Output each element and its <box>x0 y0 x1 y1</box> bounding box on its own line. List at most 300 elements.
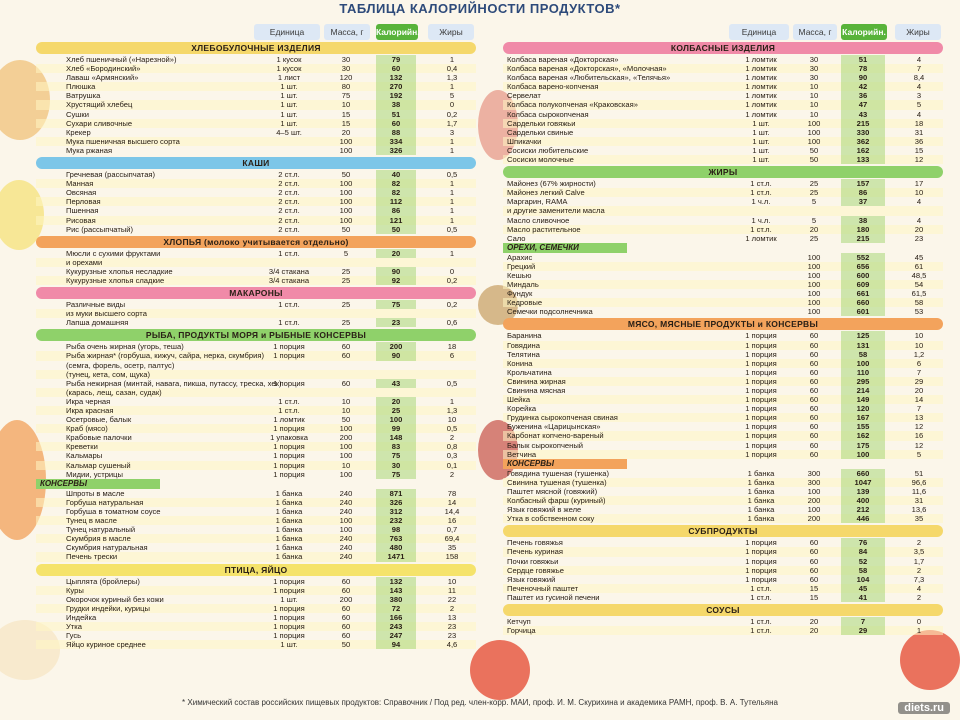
cell-fat: 1 <box>449 145 455 155</box>
cell-kcal: 192 <box>376 91 416 100</box>
table-row <box>36 249 476 258</box>
cell-mass: 20 <box>809 616 819 626</box>
cell-name: Горбуша в томатном соусе <box>66 506 161 516</box>
cell-mass: 60 <box>341 603 351 613</box>
cell-mass: 60 <box>341 351 351 361</box>
subsection-title: КОНСЕРВЫ <box>36 479 160 489</box>
cell-kcal: 84 <box>841 547 885 556</box>
cell-fat: 31 <box>914 496 924 506</box>
cell-mass: 60 <box>809 574 819 584</box>
cell-kcal: 86 <box>376 206 416 215</box>
table-row <box>36 631 476 640</box>
footer-source: * Химический состав российских пищевых продуктов: Справочник / Под ред. член-корр. МАИ, проф. И. М. Скурихина и академика РАМН, проф. В. А. Тутельяна <box>182 698 778 707</box>
cell-mass: 60 <box>809 395 819 405</box>
cell-kcal: 180 <box>841 225 885 234</box>
cell-mass: 20 <box>341 127 351 137</box>
cell-mass: 100 <box>807 280 821 290</box>
section-flakes <box>36 236 476 285</box>
cell-fat: 15 <box>914 145 924 155</box>
cell-fat: 1,3 <box>446 406 458 415</box>
cell-name: Цыплята (бройлеры) <box>66 576 140 586</box>
table-row <box>503 262 943 271</box>
section-pasta <box>36 287 476 327</box>
page-title: ТАБЛИЦА КАЛОРИЙНОСТИ ПРОДУКТОВ* <box>339 1 621 16</box>
table-row <box>36 415 476 424</box>
cell-fat: 53 <box>914 307 924 317</box>
table-row <box>503 307 943 316</box>
cell-kcal: 600 <box>841 271 885 280</box>
cell-unit: 1 ломтик <box>745 91 777 101</box>
cell-kcal: 47 <box>841 100 885 109</box>
table-row <box>36 318 476 327</box>
cell-mass: 25 <box>341 275 351 285</box>
cell-name: Сервелат <box>507 91 541 101</box>
cell-kcal: 41 <box>841 593 885 602</box>
cell-fat: 1,7 <box>446 118 458 128</box>
table-row <box>503 368 943 377</box>
table-row <box>503 64 943 73</box>
cell-unit: 1 ст.л. <box>750 224 772 234</box>
cell-unit: 2 ст.л. <box>278 188 300 198</box>
cell-kcal: 58 <box>841 566 885 575</box>
cell-name: Колбаса варено-копченая <box>507 82 599 92</box>
cell-unit: 1 банка <box>747 514 775 524</box>
cell-unit: 2 ст.л. <box>278 170 300 180</box>
cell-unit: 1 банка <box>747 505 775 515</box>
cell-mass: 100 <box>339 197 353 207</box>
tomato-decoration-right <box>900 630 960 690</box>
cell-fat: 2 <box>916 592 922 602</box>
cell-unit: 1 упаковка <box>270 433 308 443</box>
cell-kcal: 92 <box>376 276 416 285</box>
cell-unit: 1 банка <box>275 552 303 562</box>
cell-mass: 240 <box>339 497 353 507</box>
cell-mass: 30 <box>341 64 351 74</box>
cell-kcal: 400 <box>841 496 885 505</box>
cell-fat: 12 <box>914 155 924 165</box>
cell-kcal: 75 <box>376 300 416 309</box>
cell-mass: 60 <box>809 565 819 575</box>
cell-unit: 1 шт. <box>280 118 298 128</box>
cell-kcal: 167 <box>841 413 885 422</box>
header-unit: Единица <box>254 24 320 40</box>
cell-unit: 1 ст.л. <box>750 626 772 636</box>
cell-kcal: 609 <box>841 280 885 289</box>
cell-mass: 10 <box>809 82 819 92</box>
table-row <box>36 146 476 155</box>
table-row <box>503 155 943 164</box>
table-row <box>503 73 943 82</box>
table-row <box>503 617 943 626</box>
cell-fat: 14 <box>914 395 924 405</box>
header-kcal: Калорийн. <box>841 24 887 40</box>
cell-kcal: 871 <box>376 489 416 498</box>
cell-name: Мука ржаная <box>66 145 113 155</box>
cell-fat: 10 <box>914 188 924 198</box>
cell-kcal: 162 <box>841 146 885 155</box>
table-row <box>503 271 943 280</box>
cell-name: Телятина <box>507 349 540 359</box>
cell-fat: 61,5 <box>911 289 927 299</box>
cell-kcal: 175 <box>841 441 885 450</box>
cell-name: Хрустящий хлебец <box>66 100 133 110</box>
cell-mass: 20 <box>809 224 819 234</box>
section-title: КАШИ <box>36 157 476 169</box>
table-row <box>36 498 476 507</box>
cell-name: Сосиски любительские <box>507 145 589 155</box>
cell-mass: 15 <box>809 583 819 593</box>
section-meat <box>503 318 943 523</box>
cell-unit: 1 ст.л. <box>278 248 300 258</box>
cell-unit: 1 ломтик <box>745 100 777 110</box>
cell-fat: 8,4 <box>913 73 925 83</box>
cell-unit: 1 порция <box>745 331 777 341</box>
cell-fat: 0 <box>916 616 922 626</box>
cell-kcal: 43 <box>841 110 885 119</box>
cell-mass: 25 <box>341 266 351 276</box>
cell-name: Утка <box>66 621 83 631</box>
table-row <box>36 64 476 73</box>
cell-fat: 0,5 <box>446 424 458 434</box>
cell-name: Креветки <box>66 442 98 452</box>
cell-kcal: 38 <box>841 216 885 225</box>
table-row <box>36 379 476 388</box>
cell-mass: 100 <box>807 136 821 146</box>
cell-fat: 2 <box>449 433 455 443</box>
cell-name: Ветчина <box>507 449 537 459</box>
cell-kcal: 50 <box>376 225 416 234</box>
cell-mass: 10 <box>341 100 351 110</box>
table-row <box>36 300 476 309</box>
cell-fat: 12 <box>914 422 924 432</box>
cell-fat: 1 <box>449 396 455 406</box>
cell-unit: 1 порция <box>273 442 305 452</box>
cell-name: Сухари сливочные <box>66 118 133 128</box>
cell-fat: 31 <box>914 127 924 137</box>
table-row <box>36 370 476 379</box>
cell-unit: 1 ст.л. <box>750 179 772 189</box>
cell-fat: 29 <box>914 376 924 386</box>
cell-mass: 100 <box>339 215 353 225</box>
cell-mass: 60 <box>341 378 351 388</box>
table-row <box>36 613 476 622</box>
cell-mass: 50 <box>341 224 351 234</box>
cell-kcal: 100 <box>841 450 885 459</box>
cell-name: Куры <box>66 585 84 595</box>
cell-name: Миндаль <box>507 280 539 290</box>
cell-unit: 1 порция <box>273 631 305 641</box>
cell-mass: 30 <box>809 55 819 64</box>
cell-kcal: 157 <box>841 179 885 188</box>
table-row <box>36 179 476 188</box>
cell-unit: 1 порция <box>745 367 777 377</box>
section-bread <box>36 42 476 155</box>
cell-fat: 4 <box>916 55 922 64</box>
cell-fat: 0 <box>449 100 455 110</box>
table-row <box>503 441 943 450</box>
cell-name: Рисовая <box>66 215 96 225</box>
cell-fat: 1 <box>449 82 455 92</box>
cell-name: Манная <box>66 179 94 189</box>
cell-mass: 75 <box>341 91 351 101</box>
table-row <box>503 234 943 243</box>
cell-kcal: 88 <box>376 128 416 137</box>
cell-kcal: 7 <box>841 617 885 626</box>
table-row <box>503 341 943 350</box>
cell-name: Конина <box>507 358 533 368</box>
table-row <box>503 82 943 91</box>
cell-fat: 10 <box>914 331 924 341</box>
table-row <box>36 489 476 498</box>
cell-unit: 1 банка <box>747 477 775 487</box>
cell-mass: 60 <box>809 367 819 377</box>
table-row <box>36 216 476 225</box>
cell-name: Скумбрия натуральная <box>66 543 148 553</box>
cell-fat: 78 <box>447 488 457 498</box>
cell-mass: 50 <box>809 155 819 165</box>
cell-fat: 4 <box>916 82 922 92</box>
cell-fat: 1 <box>449 55 455 64</box>
cell-fat: 23 <box>447 631 457 641</box>
cell-unit: 1 банка <box>275 543 303 553</box>
cell-fat: 7 <box>916 404 922 414</box>
cell-unit: 2 ст.л. <box>278 197 300 207</box>
cell-name: Шпикачки <box>507 136 542 146</box>
cell-fat: 96,6 <box>911 477 927 487</box>
table-row <box>503 593 943 602</box>
table-row <box>36 342 476 351</box>
cell-kcal: 94 <box>376 640 416 649</box>
cell-unit: 1 порция <box>745 565 777 575</box>
table-row <box>503 395 943 404</box>
table-row <box>503 128 943 137</box>
cell-unit: 2 ст.л. <box>278 206 300 216</box>
table-row <box>36 543 476 552</box>
cell-fat: 13 <box>447 612 457 622</box>
section-title: МЯСО, МЯСНЫЕ ПРОДУКТЫ и КОНСЕРВЫ <box>503 318 943 330</box>
cell-mass: 30 <box>341 55 351 64</box>
cell-unit: 1 порция <box>745 547 777 557</box>
cell-name: Паштет из гусиной печени <box>507 592 600 602</box>
cell-kcal: 295 <box>841 377 885 386</box>
cell-name: Печень трески <box>66 552 118 562</box>
cell-kcal: 656 <box>841 262 885 271</box>
cell-unit: 1 шт. <box>280 100 298 110</box>
table-row <box>36 73 476 82</box>
cell-mass: 100 <box>339 179 353 189</box>
table-row <box>503 350 943 359</box>
cell-kcal: 25 <box>376 406 416 415</box>
cell-name: Кукурузные хлопья сладкие <box>66 275 165 285</box>
cell-unit: 1 порция <box>745 340 777 350</box>
table-row <box>503 253 943 262</box>
table-row <box>503 584 943 593</box>
cell-unit: 1 банка <box>275 497 303 507</box>
cell-unit: 1 порция <box>745 395 777 405</box>
cell-name: Масло сливочное <box>507 215 570 225</box>
cell-kcal: 125 <box>841 331 885 340</box>
cell-kcal: 148 <box>376 433 416 442</box>
cell-kcal: 334 <box>376 137 416 146</box>
table-row <box>503 280 943 289</box>
cell-kcal: 90 <box>376 267 416 276</box>
cell-unit: 1 банка <box>275 534 303 544</box>
cell-fat: 3 <box>449 127 455 137</box>
cell-unit: 1 порция <box>273 469 305 479</box>
cell-kcal: 110 <box>841 368 885 377</box>
cell-name: Сардельки свиные <box>507 127 574 137</box>
table-row <box>36 397 476 406</box>
cell-mass: 5 <box>811 215 817 225</box>
cell-fat: 6 <box>449 351 455 361</box>
cell-kcal: 60 <box>376 64 416 73</box>
cell-kcal: 72 <box>376 604 416 613</box>
cell-name: Крольчатина <box>507 367 552 377</box>
cell-name: Тунец в масле <box>66 516 117 526</box>
cell-name: Паштет мясной (говяжий) <box>507 486 598 496</box>
cell-unit: 1 кусок <box>276 55 302 64</box>
cell-unit: 1 ломтик <box>745 109 777 119</box>
table-row <box>503 514 943 523</box>
tomato-decoration <box>470 640 530 700</box>
cell-unit: 3/4 стакана <box>268 275 310 285</box>
table-row <box>36 516 476 525</box>
table-row <box>503 431 943 440</box>
cell-kcal: 131 <box>841 341 885 350</box>
cell-unit: 1 порция <box>273 351 305 361</box>
cell-name: (карась, лещ, сазан, судак) <box>66 387 162 397</box>
cell-mass: 80 <box>341 82 351 92</box>
cell-unit: 1 ст.л. <box>750 616 772 626</box>
subsection-title: КОНСЕРВЫ <box>503 459 627 469</box>
cell-mass: 240 <box>339 506 353 516</box>
cell-fat: 3,5 <box>913 547 925 557</box>
cell-kcal: 162 <box>841 431 885 440</box>
cell-kcal: 30 <box>376 461 416 470</box>
cell-fat: 3 <box>916 91 922 101</box>
cell-unit: 1 шт. <box>752 118 770 128</box>
table-row <box>36 577 476 586</box>
cell-kcal: 29 <box>841 626 885 635</box>
cell-name: Печеночный паштет <box>507 583 579 593</box>
table-row <box>503 422 943 431</box>
table-row <box>503 179 943 188</box>
table-row <box>36 388 476 397</box>
cell-fat: 36 <box>914 136 924 146</box>
cell-name: Корейка <box>507 404 537 414</box>
cell-name: Перловая <box>66 197 101 207</box>
cell-unit: 1 банка <box>275 516 303 526</box>
cell-mass: 10 <box>341 460 351 470</box>
cell-mass: 60 <box>341 342 351 352</box>
cell-unit: 1 лист <box>277 73 301 83</box>
cell-fat: 0,1 <box>446 460 458 470</box>
cell-mass: 100 <box>339 188 353 198</box>
cell-unit: 1 порция <box>745 574 777 584</box>
cell-mass: 240 <box>339 552 353 562</box>
cell-name: Гусь <box>66 631 82 641</box>
table-row <box>36 640 476 649</box>
cell-name: Кальмар сушеный <box>66 460 131 470</box>
cell-kcal: 330 <box>841 128 885 137</box>
cell-fat: 158 <box>445 552 459 562</box>
cell-name: Сало <box>507 233 526 243</box>
cell-unit: 1 шт. <box>280 91 298 101</box>
right-column <box>503 40 943 635</box>
cell-kcal: 112 <box>376 197 416 206</box>
cell-name: Карбонат копчено-вареный <box>507 431 604 441</box>
section-title: ПТИЦА, ЯЙЦО <box>36 564 476 576</box>
cell-kcal: 270 <box>376 82 416 91</box>
cell-mass: 5 <box>343 248 349 258</box>
cell-kcal: 132 <box>376 73 416 82</box>
cell-name: Майонез легкий Calve <box>507 188 585 198</box>
cell-unit: 1 кусок <box>276 64 302 74</box>
table-row <box>503 331 943 340</box>
cell-kcal: 99 <box>376 424 416 433</box>
cell-kcal: 1047 <box>841 478 885 487</box>
cell-fat: 0,6 <box>446 318 458 328</box>
cell-fat: 6 <box>916 358 922 368</box>
cell-unit: 1 порция <box>273 612 305 622</box>
cell-fat: 20 <box>914 224 924 234</box>
table-row <box>503 496 943 505</box>
cell-kcal: 660 <box>841 469 885 478</box>
cell-kcal: 480 <box>376 543 416 552</box>
cell-name: Рыба жирная* (горбуша, кижуч, сайра, нерка, скумбрия) <box>66 351 264 361</box>
table-row <box>503 137 943 146</box>
cell-kcal: 326 <box>376 498 416 507</box>
cell-kcal: 52 <box>841 557 885 566</box>
cell-name: и орехами <box>66 257 103 267</box>
cell-unit: 1 порция <box>273 621 305 631</box>
cell-name: Индейка <box>66 612 97 622</box>
table-row <box>36 406 476 415</box>
cell-kcal: 20 <box>376 397 416 406</box>
cell-name: Плюшка <box>66 82 96 92</box>
cell-name: (семга, форель, осетр, палтус) <box>66 360 175 370</box>
cell-fat: 17 <box>914 179 924 189</box>
cell-unit: 1 порция <box>273 585 305 595</box>
table-row <box>503 566 943 575</box>
cell-mass: 10 <box>341 396 351 406</box>
cell-name: Гречневая (рассыпчатая) <box>66 170 156 180</box>
table-row <box>503 505 943 514</box>
section-fish <box>36 329 476 561</box>
cell-mass: 50 <box>341 640 351 650</box>
cell-name: Сердце говяжье <box>507 565 564 575</box>
cell-fat: 48,5 <box>911 270 927 280</box>
cell-fat: 2 <box>449 469 455 479</box>
table-row <box>503 289 943 298</box>
cell-kcal: 121 <box>376 216 416 225</box>
cell-fat: 45 <box>914 252 924 262</box>
cell-unit: 1 шт. <box>752 127 770 137</box>
cell-name: Ватрушка <box>66 91 101 101</box>
cell-fat: 11,6 <box>911 486 927 496</box>
cell-kcal: 1471 <box>376 552 416 561</box>
cell-kcal: 120 <box>841 404 885 413</box>
table-row <box>503 216 943 225</box>
section-sausage <box>503 42 943 164</box>
table-row <box>36 595 476 604</box>
cell-mass: 25 <box>809 188 819 198</box>
cell-unit: 1 ломтик <box>273 415 305 425</box>
cell-name: Маргарин, RAMA <box>507 197 568 207</box>
cell-name: Говядина тушеная (тушенка) <box>507 468 610 478</box>
cell-mass: 100 <box>339 469 353 479</box>
table-row <box>36 225 476 234</box>
